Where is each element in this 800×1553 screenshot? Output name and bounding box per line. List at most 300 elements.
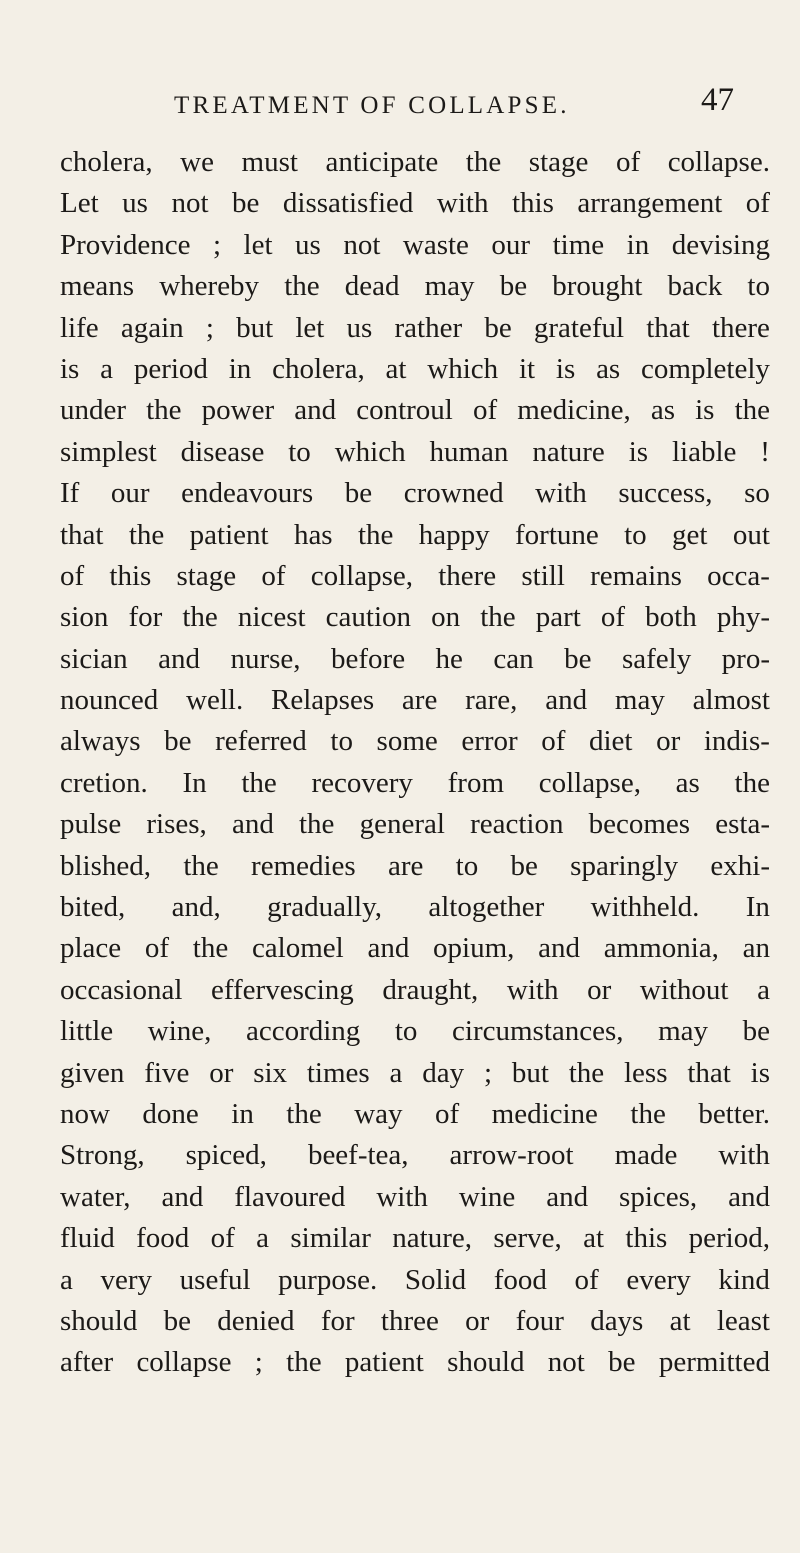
text-line	[60, 473, 770, 514]
word: success,	[618, 477, 713, 510]
word: nounced	[60, 684, 159, 717]
word: period	[133, 352, 208, 385]
word: that	[646, 311, 690, 344]
word: a	[60, 1263, 73, 1296]
word: completely	[641, 352, 770, 385]
word: serve,	[493, 1222, 562, 1255]
word: food	[136, 1222, 190, 1255]
text-line	[60, 846, 770, 887]
text-line	[60, 639, 770, 680]
word: but	[511, 1056, 549, 1089]
word: cholera,	[60, 146, 153, 178]
word: the	[286, 1346, 322, 1379]
word: there	[711, 311, 770, 344]
word: as	[596, 352, 621, 385]
word: cholera,	[272, 352, 365, 385]
word: the	[286, 1097, 322, 1130]
text-line	[60, 970, 770, 1011]
word: pulse	[60, 808, 122, 841]
text-line	[60, 1011, 770, 1052]
word: a	[389, 1056, 403, 1089]
word: has	[293, 518, 333, 551]
word: withheld.	[590, 891, 700, 924]
word: always	[60, 725, 141, 758]
word: purpose.	[278, 1263, 378, 1296]
word: ;	[254, 1346, 263, 1379]
word: very	[100, 1263, 153, 1296]
word: at	[669, 1304, 691, 1337]
word: of	[615, 146, 641, 178]
word: phy-	[716, 601, 770, 634]
word: that	[60, 518, 104, 551]
word: indis-	[703, 725, 770, 758]
word: ;	[483, 1056, 492, 1089]
word: to	[455, 849, 479, 882]
word: every	[626, 1263, 691, 1296]
word: of	[574, 1263, 599, 1296]
word: anticipate	[325, 146, 439, 178]
word: to	[288, 435, 311, 468]
running-title: TREATMENT OF COLLAPSE.	[174, 92, 570, 119]
word: gradually,	[267, 891, 382, 924]
word: and	[367, 932, 410, 965]
word: or	[656, 725, 681, 758]
word: In	[745, 891, 770, 924]
word: If	[60, 477, 80, 510]
word: In	[182, 766, 207, 799]
word: not	[171, 187, 209, 220]
word: happy	[418, 518, 490, 551]
word: for	[320, 1304, 355, 1337]
word: arrangement	[577, 187, 723, 220]
word: error	[461, 725, 518, 758]
word: permitted	[658, 1346, 770, 1379]
word: of	[60, 559, 85, 592]
word: times	[306, 1056, 370, 1089]
word: in	[228, 352, 252, 385]
word: of	[600, 601, 626, 634]
word: as	[675, 766, 700, 799]
word: reaction	[470, 808, 564, 841]
text-line	[60, 432, 770, 473]
word: given	[60, 1056, 125, 1089]
text-line	[60, 1218, 770, 1259]
word: water,	[60, 1180, 131, 1213]
word: be	[232, 187, 260, 220]
word: fluid	[60, 1222, 115, 1255]
word: the	[357, 518, 394, 551]
word: a	[757, 973, 770, 1006]
word: becomes	[588, 808, 691, 841]
word: bited,	[60, 891, 126, 924]
word: esta-	[715, 808, 770, 841]
word: caution	[325, 601, 411, 634]
word: and	[538, 932, 581, 965]
word: this	[511, 187, 554, 220]
word: brought	[552, 270, 643, 303]
word: liable	[671, 435, 737, 468]
word: cretion.	[60, 766, 148, 799]
word: collapse	[136, 1346, 232, 1379]
word: the	[284, 270, 320, 303]
text-line	[60, 225, 770, 266]
word: recovery	[311, 766, 413, 799]
text-line	[60, 1260, 770, 1301]
word: life	[60, 311, 99, 344]
text-line	[60, 308, 770, 349]
word: may	[614, 684, 665, 717]
word: four	[515, 1304, 564, 1337]
word: the	[298, 808, 335, 841]
word: waste	[402, 228, 469, 261]
word: some	[376, 725, 438, 758]
text-line	[60, 763, 770, 804]
word: be	[742, 1015, 770, 1048]
word: to	[747, 270, 770, 303]
word: rare,	[465, 684, 518, 717]
word: food	[493, 1263, 547, 1296]
word: the	[480, 601, 516, 634]
word: with	[376, 1180, 428, 1213]
word: three	[380, 1304, 439, 1337]
page-number: 47	[701, 82, 734, 118]
word: safely	[621, 642, 692, 675]
body-text	[60, 142, 770, 1384]
word: occasional	[60, 973, 183, 1006]
word: that	[687, 1056, 731, 1089]
word: be	[499, 270, 528, 303]
text-line	[60, 183, 770, 224]
word: power	[201, 394, 275, 427]
word: dead	[344, 270, 400, 303]
word: well.	[186, 684, 244, 717]
word: the	[182, 601, 218, 634]
word: and	[294, 394, 337, 427]
word: stage	[176, 559, 237, 592]
running-head	[174, 82, 734, 126]
word: sion	[60, 601, 109, 634]
word: wine	[458, 1180, 516, 1213]
word: of	[210, 1222, 235, 1255]
word: simplest	[60, 435, 157, 468]
word: devising	[671, 228, 770, 261]
word: !	[760, 435, 770, 468]
word: arrow-root	[449, 1139, 574, 1172]
word: so	[744, 477, 770, 510]
word: which	[427, 352, 499, 385]
word: we	[180, 146, 214, 178]
word: to	[330, 725, 353, 758]
word: the	[146, 394, 182, 427]
word: still	[521, 559, 565, 592]
word: is	[750, 1056, 770, 1089]
word: the	[630, 1097, 666, 1130]
word: under	[60, 394, 127, 427]
word: beef-tea,	[307, 1139, 409, 1172]
word: Strong,	[60, 1139, 145, 1172]
word: day	[422, 1056, 465, 1089]
word: of	[435, 1097, 460, 1130]
text-line	[60, 721, 770, 762]
word: denied	[217, 1304, 295, 1337]
word: spices,	[619, 1180, 698, 1213]
text-line	[60, 1342, 770, 1383]
word: kind	[718, 1263, 770, 1296]
word: our	[110, 477, 150, 510]
word: six	[253, 1056, 288, 1089]
word: controul	[356, 394, 453, 427]
word: effervescing	[211, 973, 354, 1006]
word: can	[493, 642, 534, 675]
word: rather	[394, 311, 463, 344]
word: Solid	[404, 1263, 467, 1296]
text-line	[60, 1135, 770, 1176]
word: the	[183, 849, 219, 882]
word: this	[625, 1222, 668, 1255]
word: and	[545, 684, 588, 717]
word: ;	[212, 228, 222, 261]
word: grateful	[533, 311, 625, 344]
word: should	[60, 1304, 138, 1337]
word: the	[128, 518, 165, 551]
word: for	[128, 601, 163, 634]
word: according	[245, 1015, 361, 1048]
word: on	[431, 601, 461, 634]
word: collapse,	[310, 559, 413, 592]
word: now	[60, 1097, 110, 1130]
word: is	[695, 394, 715, 427]
word: be	[510, 849, 538, 882]
word: little	[60, 1015, 114, 1048]
word: remedies	[251, 849, 356, 882]
word: are	[387, 849, 424, 882]
word: almost	[692, 684, 770, 717]
word: in	[626, 228, 650, 261]
word: the	[568, 1056, 605, 1089]
word: us	[295, 228, 321, 261]
text-line	[60, 390, 770, 431]
word: and	[231, 808, 274, 841]
word: occa-	[707, 559, 770, 592]
word: and	[728, 1180, 770, 1213]
word: exhi-	[710, 849, 770, 882]
word: let	[243, 228, 273, 261]
word: be	[484, 311, 512, 344]
word: or	[465, 1304, 490, 1337]
word: is	[628, 435, 649, 468]
word: be	[344, 477, 373, 510]
text-line	[60, 597, 770, 638]
word: altogether	[428, 891, 545, 924]
word: nature,	[392, 1222, 472, 1255]
word: again	[120, 311, 184, 344]
text-line	[60, 1053, 770, 1094]
word: made	[614, 1139, 678, 1172]
text-line	[60, 556, 770, 597]
word: done	[142, 1097, 199, 1130]
word: may	[424, 270, 475, 303]
text-line	[60, 266, 770, 307]
word: period,	[688, 1222, 770, 1255]
word: least	[716, 1304, 770, 1337]
word: this	[109, 559, 152, 592]
word: the	[734, 766, 770, 799]
word: whereby	[159, 270, 260, 303]
word: is	[60, 352, 80, 385]
word: nature	[532, 435, 605, 468]
word: part	[535, 601, 581, 634]
word: it	[518, 352, 536, 385]
word: human	[429, 435, 509, 468]
word: medicine,	[517, 394, 631, 427]
word: with	[535, 477, 587, 510]
word: and	[158, 642, 200, 675]
word: at	[385, 352, 407, 385]
word: similar	[290, 1222, 371, 1255]
word: flavoured	[234, 1180, 346, 1213]
word: without	[639, 973, 729, 1006]
word: to	[624, 518, 647, 551]
word: rises,	[146, 808, 207, 841]
word: is	[555, 352, 576, 385]
word: draught,	[382, 973, 479, 1006]
text-line	[60, 349, 770, 390]
word: referred	[215, 725, 307, 758]
word: of	[541, 725, 566, 758]
word: ammonia,	[603, 932, 719, 965]
word: collapse.	[667, 146, 770, 178]
word: sician	[60, 642, 128, 675]
word: before	[331, 642, 406, 675]
word: medicine	[491, 1097, 598, 1130]
word: us	[122, 187, 148, 220]
word: sparingly	[570, 849, 679, 882]
word: the	[192, 932, 229, 965]
word: the	[241, 766, 277, 799]
word: days	[590, 1304, 644, 1337]
word: at	[583, 1222, 605, 1255]
word: back	[667, 270, 723, 303]
word: our	[491, 228, 531, 261]
word: time	[552, 228, 605, 261]
word: as	[650, 394, 676, 427]
text-line	[60, 1094, 770, 1135]
word: are	[401, 684, 438, 717]
word: the	[465, 146, 502, 178]
text-line	[60, 804, 770, 845]
word: nicest	[237, 601, 306, 634]
text-line	[60, 887, 770, 928]
word: of	[144, 932, 170, 965]
word: pro-	[721, 642, 770, 675]
word: and,	[171, 891, 221, 924]
word: there	[438, 559, 497, 592]
word: crowned	[403, 477, 504, 510]
word: remains	[590, 559, 682, 592]
word: circumstances,	[452, 1015, 624, 1048]
word: disease	[180, 435, 265, 468]
word: both	[645, 601, 697, 634]
word: be	[608, 1346, 636, 1379]
word: or	[209, 1056, 234, 1089]
word: or	[587, 973, 612, 1006]
word: with	[718, 1139, 770, 1172]
word: should	[447, 1346, 525, 1379]
text-line	[60, 142, 770, 183]
word: must	[241, 146, 298, 178]
word: in	[231, 1097, 254, 1130]
word: Providence	[60, 228, 191, 261]
word: and	[546, 1180, 589, 1213]
word: of	[261, 559, 286, 592]
word: ;	[205, 311, 214, 344]
word: to	[394, 1015, 418, 1048]
word: out	[732, 518, 770, 551]
word: fortune	[515, 518, 599, 551]
word: endeavours	[181, 477, 314, 510]
word: place	[60, 932, 122, 965]
word: of	[745, 187, 770, 220]
word: an	[742, 932, 770, 965]
word: better.	[698, 1097, 770, 1130]
word: from	[447, 766, 504, 799]
word: let	[295, 311, 325, 344]
word: spiced,	[185, 1139, 267, 1172]
word: be	[164, 725, 192, 758]
word: be	[163, 1304, 191, 1337]
text-line	[60, 515, 770, 556]
word: opium,	[433, 932, 515, 965]
word: Relapses	[271, 684, 375, 717]
word: the	[734, 394, 770, 427]
text-line	[60, 680, 770, 721]
word: be	[564, 642, 592, 675]
word: he	[435, 642, 463, 675]
word: wine,	[147, 1015, 212, 1048]
word: general	[359, 808, 445, 841]
word: dissatisfied	[282, 187, 414, 220]
word: patient	[344, 1346, 424, 1379]
word: patient	[189, 518, 269, 551]
text-line	[60, 1177, 770, 1218]
word: five	[144, 1056, 190, 1089]
word: Let	[60, 187, 99, 220]
word: not	[343, 228, 381, 261]
word: and	[161, 1180, 204, 1213]
word: us	[346, 311, 373, 344]
text-line	[60, 928, 770, 969]
word: may	[658, 1015, 709, 1048]
word: calomel	[251, 932, 344, 965]
word: not	[547, 1346, 585, 1379]
word: which	[334, 435, 406, 468]
word: useful	[179, 1263, 251, 1296]
word: get	[672, 518, 708, 551]
word: a	[256, 1222, 270, 1255]
word: way	[354, 1097, 403, 1130]
word: after	[60, 1346, 114, 1379]
word: but	[236, 311, 274, 344]
word: means	[60, 270, 135, 303]
word: of	[472, 394, 498, 427]
word: stage	[528, 146, 589, 178]
word: a	[100, 352, 114, 385]
text-line	[60, 1301, 770, 1342]
word: collapse,	[538, 766, 641, 799]
word: blished,	[60, 849, 152, 882]
word: with	[436, 187, 489, 220]
word: diet	[589, 725, 633, 758]
